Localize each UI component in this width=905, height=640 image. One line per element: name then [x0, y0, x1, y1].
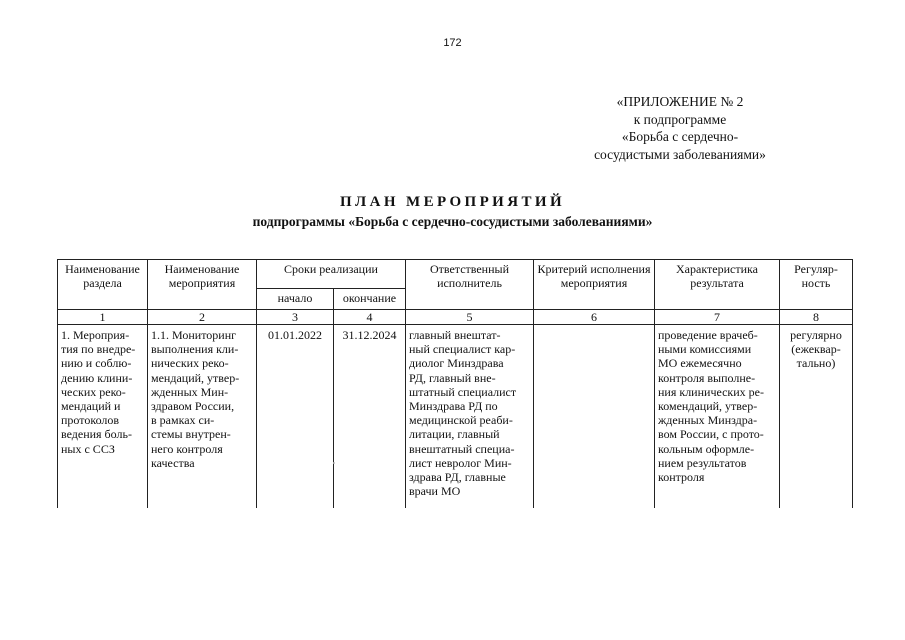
header-result: Характеристика результата	[655, 260, 780, 310]
header-executor: Ответственный исполнитель	[406, 260, 534, 310]
column-number: 8	[780, 310, 853, 325]
header-start: начало	[257, 289, 334, 310]
column-number: 5	[406, 310, 534, 325]
appendix-line-4: сосудистыми заболеваниями»	[594, 146, 766, 162]
cell-criterion	[534, 325, 655, 509]
cell-result: проведение врачеб- ными комиссиями МО ежемесячно контроля выполне- ния клинических ре- комендаций, утвер- жденных Минздра- вом России, с прото- кольным оформле- нием результатов контроля	[655, 325, 780, 509]
header-criterion: Критерий исполнения мероприятия	[534, 260, 655, 310]
column-number: 4	[334, 310, 406, 325]
cell-executor: главный внештат- ный специалист кар- диолог Минздрава РД, главный вне- штатный специалист Минздрава РД по медицинской реаби- литации, главный внештатный специа- лист невролог Мин- здрава РД, главные врачи МО	[406, 325, 534, 509]
header-end: окончание	[334, 289, 406, 310]
cell-start: 01.01.2022	[257, 325, 334, 509]
cell-event: 1.1. Мониторинг выполнения кли- нических реко- мендаций, утвер- жденных Мин- здравом России, в рамках си- стемы внутрен- него контроля качества	[148, 325, 257, 509]
appendix-block	[560, 93, 800, 163]
column-number: 7	[655, 310, 780, 325]
header-event: Наименование мероприятия	[148, 260, 257, 310]
column-number: 6	[534, 310, 655, 325]
appendix-line-3: «Борьба с сердечно-	[621, 129, 739, 144]
page-number: 172	[443, 37, 462, 49]
appendix-line-2: к подпрограмме	[633, 111, 727, 127]
header-section: Наименование раздела	[58, 260, 148, 310]
column-number: 3	[257, 310, 334, 325]
column-number: 1	[58, 310, 148, 325]
cell-regularity: регулярно (ежеквар- тально)	[780, 325, 853, 509]
header-regularity: Регуляр- ность	[780, 260, 853, 310]
cell-section: 1. Мероприя- тия по внедре- нию и соблю- дению клини- ческих реко- мендаций и протоколов ведения боль- ных с ССЗ	[58, 325, 148, 509]
header-terms: Сроки реализации	[257, 260, 406, 289]
appendix-line-1: «ПРИЛОЖЕНИЕ № 2	[616, 94, 744, 109]
plan-title: ПЛАН МЕРОПРИЯТИЙ	[339, 194, 566, 210]
plan-subtitle: подпрограммы «Борьба с сердечно-сосудистыми заболеваниями»	[252, 214, 653, 229]
cell-end: 31.12.2024	[334, 325, 406, 509]
scan-speck	[333, 462, 335, 464]
table-row	[58, 325, 853, 509]
column-number: 2	[148, 310, 257, 325]
plan-table	[57, 259, 853, 508]
